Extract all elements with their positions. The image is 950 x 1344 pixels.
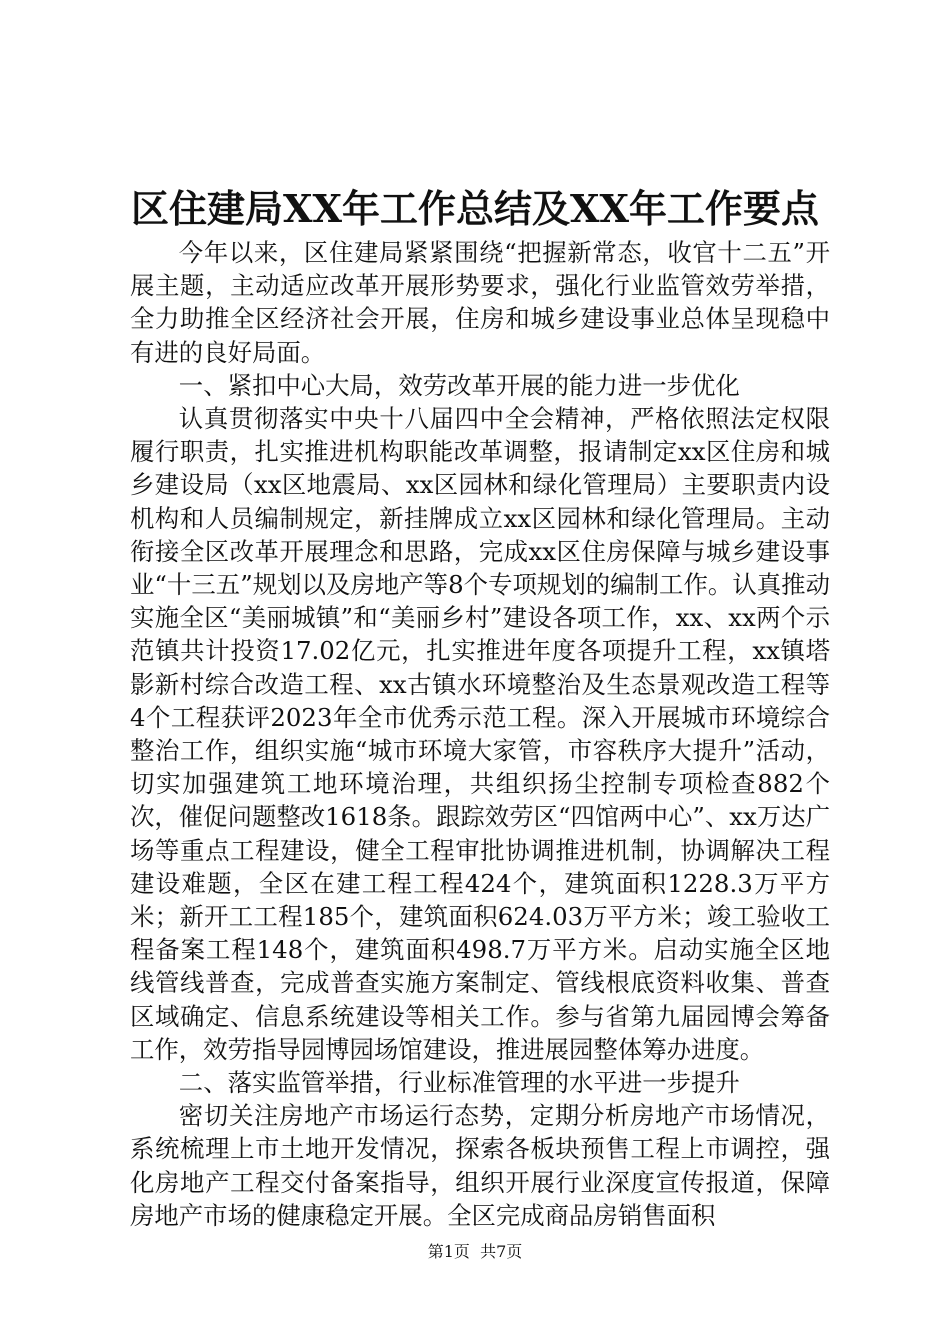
- intro-paragraph: 今年以来，区住建局紧紧围绕“把握新常态，收官十二五”开展主题，主动适应改革开展形势要求，强化行业监管效劳举措，全力助推全区经济社会开展，住房和城乡建设事业总体呈现稳中有进的良好局面。: [130, 238, 830, 367]
- document-body: [130, 236, 830, 1232]
- section-1-paragraph: 认真贯彻落实中央十八届四中全会精神，严格依照法定权限履行职责，扎实推进机构职能改革调整，报请制定xx区住房和城乡建设局（xx区地震局、xx区园林和绿化管理局）主要职责内设机构和人员编制规定，新挂牌成立xx区园林和绿化管理局。主动衔接全区改革开展理念和思路，完成xx区住房保障与城乡建设事业“十三五”规划以及房地产等8个专项规划的编制工作。认真推动实施全区“美丽城镇”和“美丽乡村”建设各项工作，xx、xx两个示范镇共计投资17.02亿元，扎实推进年度各项提升工程，xx镇塔影新村综合改造工程、xx古镇水环境整治及生态景观改造工程等4个工程获评2023年全市优秀示范工程。深入开展城市环境综合整治工作，组织实施“城市环境大家管，市容秩序大提升”活动，切实加强建筑工地环境治理，共组织扬尘控制专项检查882个次，催促问题整改1618条。跟踪效劳区“四馆两中心”、xx万达广场等重点工程建设，健全工程审批协调推进机制，协调解决工程建设难题，全区在建工程工程424个，建筑面积1228.3万平方米；新开工工程185个，建筑面积624.03万平方米；竣工验收工程备案工程148个，建筑面积498.7万平方米。启动实施全区地线管线普查，完成普查实施方案制定、管线根底资料收集、普查区域确定、信息系统建设等相关工作。参与省第九届园博会筹备工作，效劳指导园博园场馆建设，推进展园整体筹办进度。: [130, 404, 830, 1064]
- section-heading-1: 一、紧扣中心大局，效劳改革开展的能力进一步优化: [178, 370, 740, 400]
- document-title: 区住建局XX年工作总结及XX年工作要点: [131, 186, 819, 231]
- page-number: 第1页 共7页: [427, 1242, 523, 1261]
- section-2-paragraph: 密切关注房地产市场运行态势，定期分析房地产市场情况，系统梳理上市土地开发情况，探索各板块预售工程上市调控，强化房地产工程交付备案指导，组织开展行业深度宣传报道，保障房地产市场的健康稳定开展。全区完成商品房销售面积: [130, 1101, 830, 1230]
- page-footer: [0, 1240, 950, 1264]
- section-heading-2: 二、落实监管举措，行业标准管理的水平进一步提升: [178, 1068, 740, 1098]
